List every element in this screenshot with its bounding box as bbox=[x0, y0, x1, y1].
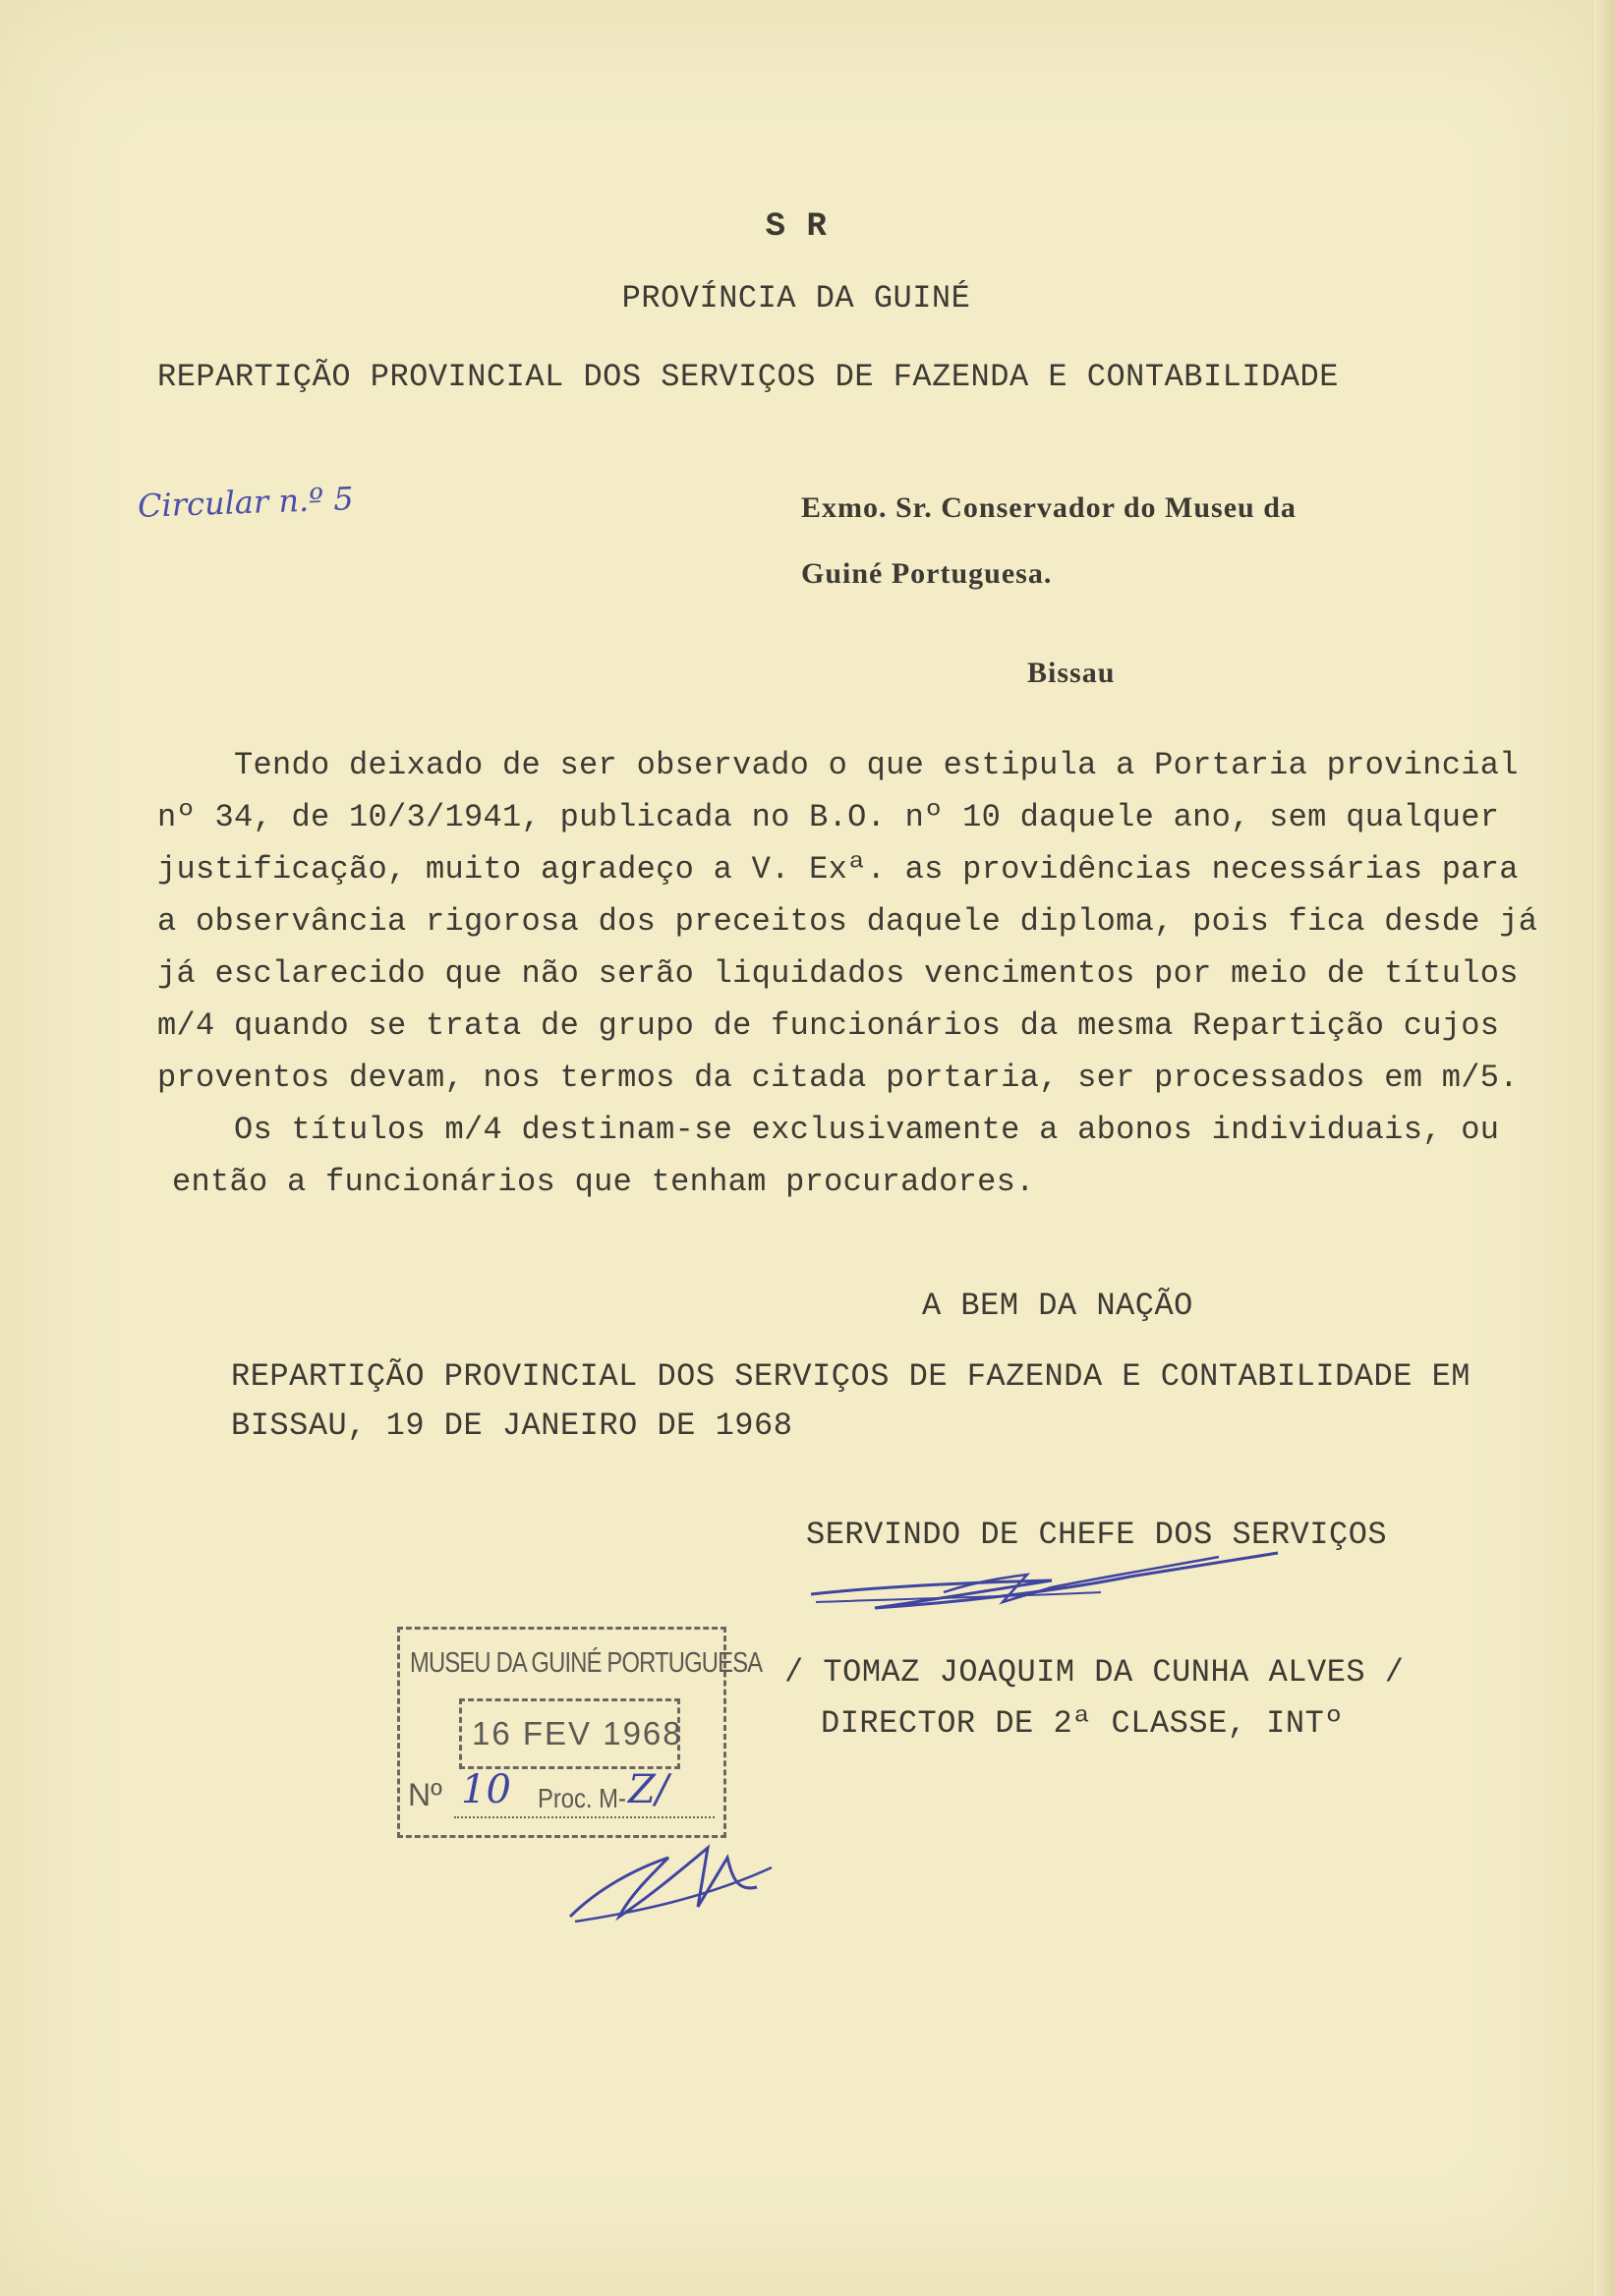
body-line: então a funcionários que tenham procuradores. bbox=[172, 1164, 1035, 1200]
body-line: Tendo deixado de ser observado o que estipula a Portaria provincial bbox=[234, 747, 1519, 783]
addressee-city: Bissau bbox=[1027, 657, 1116, 689]
closing-place-line-2: BISSAU, 19 DE JANEIRO DE 1968 bbox=[231, 1407, 793, 1444]
addressee-line-2: Guiné Portuguesa. bbox=[801, 557, 1053, 590]
stamp-date-box bbox=[459, 1698, 683, 1769]
body-line: Os títulos m/4 destinam-se exclusivamente a abonos individuais, ou bbox=[234, 1112, 1500, 1148]
stamp-proc-value: Z/ bbox=[628, 1767, 669, 1812]
handwritten-signature bbox=[806, 1543, 1317, 1622]
stamp-date: 16 FEV 1968 bbox=[472, 1715, 683, 1751]
handwritten-circular-note: Circular n.º 5 bbox=[137, 480, 355, 525]
paper-edge bbox=[1593, 0, 1615, 2296]
body-line: já esclarecido que não serão liquidados vencimentos por meio de títulos bbox=[157, 955, 1519, 992]
signer-role: SERVINDO DE CHEFE DOS SERVIÇOS bbox=[806, 1517, 1388, 1553]
closing-salutation: A BEM DA NAÇÃO bbox=[922, 1288, 1193, 1324]
department-heading: REPARTIÇÃO PROVINCIAL DOS SERVIÇOS DE FAZENDA E CONTABILIDADE bbox=[157, 359, 1339, 395]
handwritten-initials bbox=[560, 1818, 777, 1936]
signer-name: / TOMAZ JOAQUIM DA CUNHA ALVES / bbox=[784, 1654, 1405, 1691]
stamp-number-value: 10 bbox=[461, 1767, 511, 1812]
province-heading: PROVÍNCIA DA GUINÉ bbox=[621, 280, 971, 316]
body-line: nº 34, de 10/3/1941, publicada no B.O. nº 10 daquele ano, sem qualquer bbox=[157, 799, 1500, 835]
signer-title: DIRECTOR DE 2ª CLASSE, INTº bbox=[821, 1705, 1344, 1742]
monogram: S R bbox=[765, 208, 828, 246]
closing-place-line-1: REPARTIÇÃO PROVINCIAL DOS SERVIÇOS DE FAZENDA E CONTABILIDADE EM bbox=[231, 1358, 1471, 1395]
body-line: m/4 quando se trata de grupo de funcionários da mesma Repartição cujos bbox=[157, 1007, 1500, 1044]
body-line: a observância rigorosa dos preceitos daquele diploma, pois fica desde já bbox=[157, 903, 1538, 940]
body-line: proventos devam, nos termos da citada portaria, ser processados em m/5. bbox=[157, 1060, 1519, 1096]
addressee-line-1: Exmo. Sr. Conservador do Museu da bbox=[801, 491, 1297, 524]
stamp-proc-label: Proc. M- bbox=[538, 1783, 626, 1813]
body-line: justificação, muito agradeço a V. Exª. as providências necessárias para bbox=[157, 851, 1519, 888]
stamp-number-label: Nº bbox=[408, 1777, 442, 1812]
stamp-title: MUSEU DA GUINÉ PORTUGUESA bbox=[410, 1647, 763, 1679]
museum-receipt-stamp bbox=[397, 1627, 763, 1838]
